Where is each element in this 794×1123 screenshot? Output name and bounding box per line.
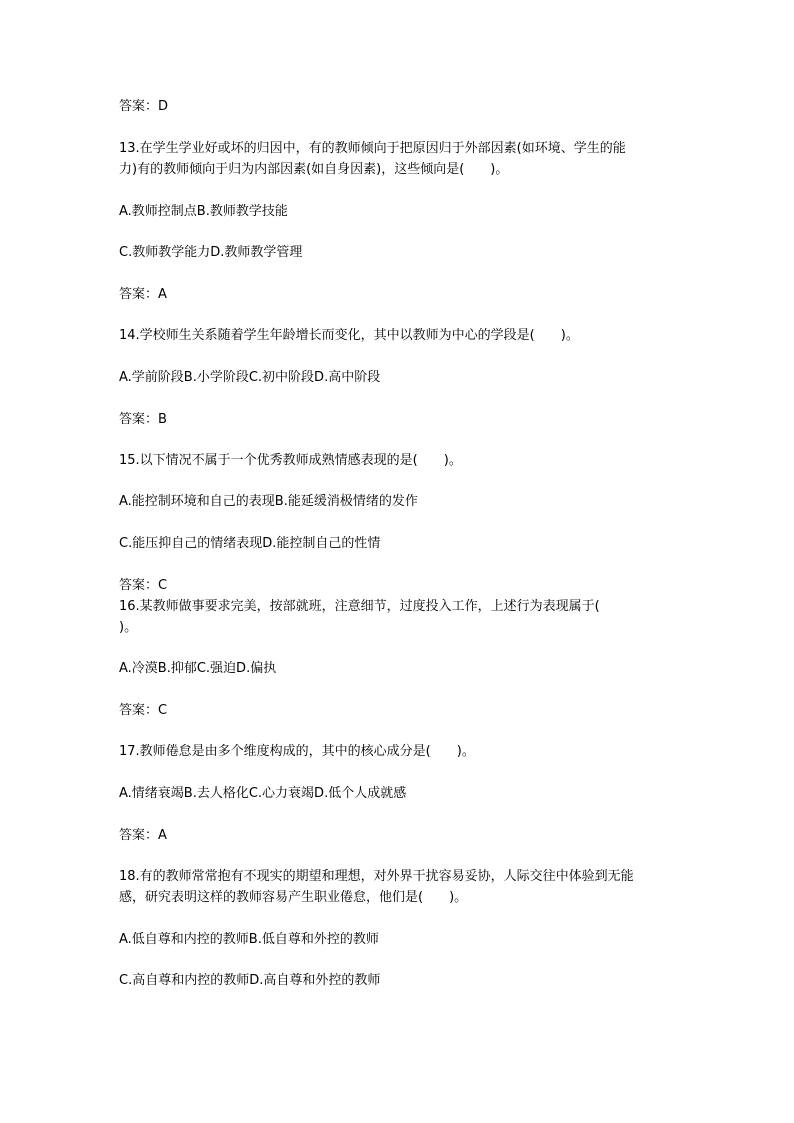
answer-17: 答案：A <box>119 828 167 843</box>
question-13-line-1: 13.在学生学业好或坏的归因中，有的教师倾向于把原因归于外部因素(如环境、学生的能 <box>119 141 626 156</box>
question-15-options-1: A.能控制环境和自己的表现B.能延缓消极情绪的发作 <box>119 494 418 509</box>
answer-15: 答案：C <box>119 578 168 593</box>
question-16-line-1: 16.某教师做事要求完美，按部就班，注意细节，过度投入工作，上述行为表现属于( <box>119 599 600 614</box>
question-18-line-1: 18.有的教师常常抱有不现实的期望和理想，对外界干扰容易妥协，人际交往中体验到无能 <box>119 869 634 884</box>
question-15: 15.以下情况不属于一个优秀教师成熟情感表现的是( )。 <box>119 453 462 468</box>
question-13-line-2: 力)有的教师倾向于归为内部因素(如自身因素)，这些倾向是( )。 <box>119 162 509 177</box>
answer-13: 答案：A <box>119 287 167 302</box>
question-18-options-2: C.高自尊和内控的教师D.高自尊和外控的教师 <box>119 973 381 988</box>
question-14: 14.学校师生关系随着学生年龄增长而变化，其中以教师为中心的学段是( )。 <box>119 328 579 343</box>
answer-14: 答案：B <box>119 412 167 427</box>
question-13-options-1: A.教师控制点B.教师教学技能 <box>119 204 288 219</box>
question-17: 17.教师倦怠是由多个维度构成的，其中的核心成分是( )。 <box>119 744 475 759</box>
question-16-options: A.冷漠B.抑郁C.强迫D.偏执 <box>119 661 277 676</box>
question-17-options: A.情绪衰竭B.去人格化C.心力衰竭D.低个人成就感 <box>119 786 407 801</box>
question-18-options-1: A.低自尊和内控的教师B.低自尊和外控的教师 <box>119 932 379 947</box>
question-14-options: A.学前阶段B.小学阶段C.初中阶段D.高中阶段 <box>119 370 381 385</box>
question-13-options-2: C.教师教学能力D.教师教学管理 <box>119 245 303 260</box>
answer-12: 答案：D <box>119 99 169 114</box>
question-16-line-2: )。 <box>119 620 138 635</box>
question-15-options-2: C.能压抑自己的情绪表现D.能控制自己的性情 <box>119 536 381 551</box>
question-18-line-2: 感，研究表明这样的教师容易产生职业倦怠，他们是( )。 <box>119 890 468 905</box>
answer-16: 答案：C <box>119 703 168 718</box>
